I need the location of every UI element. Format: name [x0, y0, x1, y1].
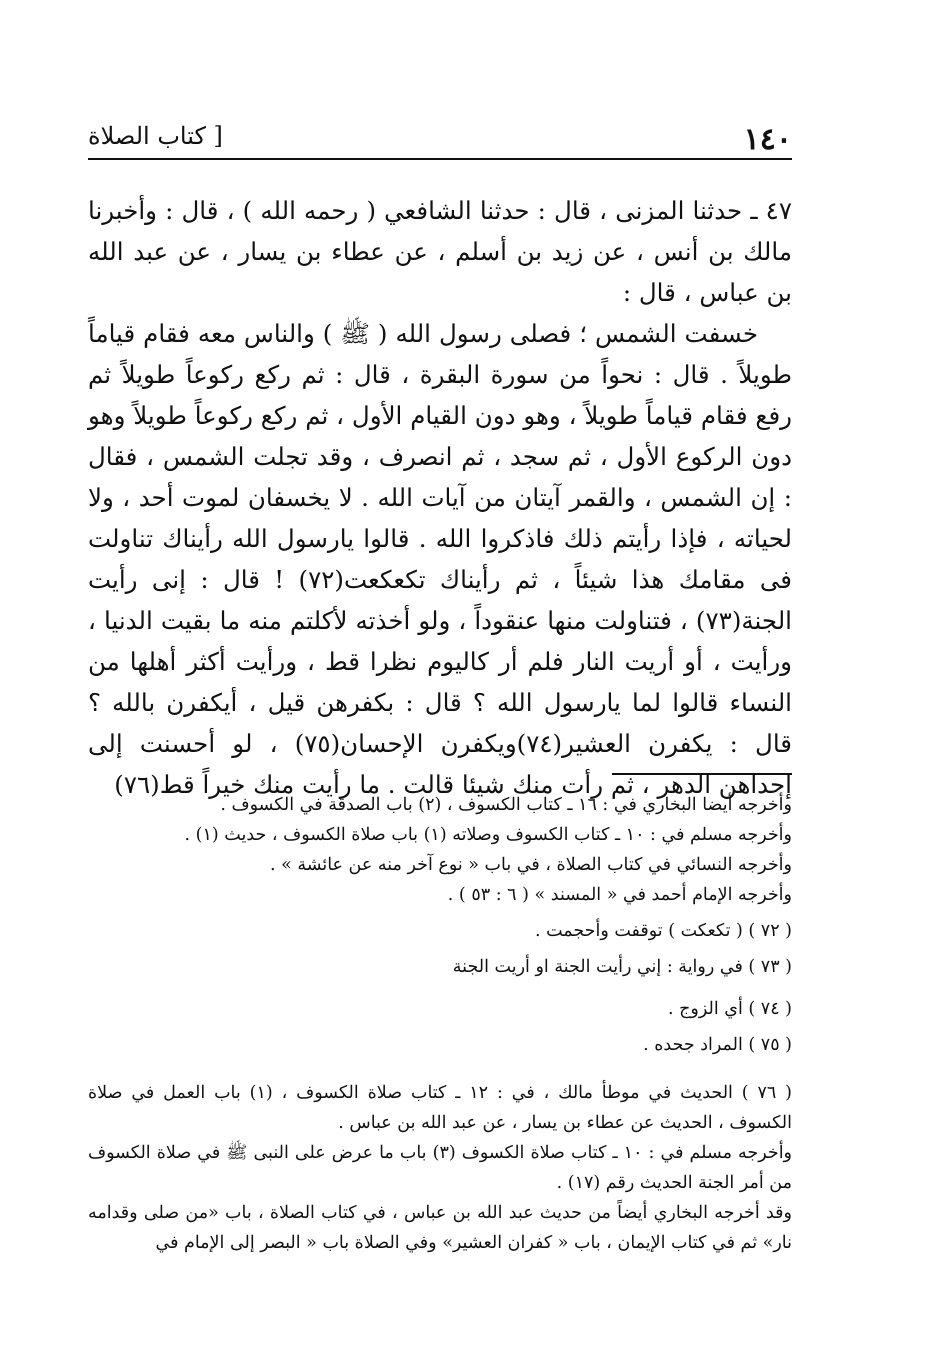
footnote-line: وأخرجه مسلم في : ١٠ ـ كتاب صلاة الكسوف (٣) باب ما عرض على النبى ﷺ في صلاة الكسوف من أمر الجنة الحديث رقم (١٧) .: [88, 1143, 793, 1193]
hadith-chain-paragraph: ٤٧ ـ حدثنا المزنى ، قال : حدثنا الشافعي ( رحمه الله ) ، قال : وأخبرنا مالك بن أنس ، عن زيد بن أسلم ، عن عطاء بن يسار ، عن عبد الله بن عباس ، قال :: [88, 196, 792, 307]
footnote-separator: [612, 773, 792, 775]
footnote-line: وأخرجه الإمام أحمد في « المسند » ( ٦ : ٥٣ ) .: [447, 885, 792, 905]
footnote-line: وأخرجه أيضا البخاري في : ١٦ ـ كتاب الكسوف ، (٢) باب الصدقة في الكسوف .: [220, 795, 792, 815]
page-header: [88, 118, 792, 160]
footnote-line: وأخرجه مسلم في : ١٠ ـ كتاب الكسوف وصلاته (١) باب صلاة الكسوف ، حديث (١) .: [184, 825, 792, 845]
footnotes: [88, 790, 792, 1258]
page-number: ١٤٠: [743, 122, 792, 157]
footnote-line: وأخرجه النسائي في كتاب الصلاة ، في باب « نوع آخر منه عن عائشة » .: [269, 855, 792, 875]
running-head: [ كتاب الصلاة: [88, 122, 223, 150]
footnote-75: ( ٧٥ ) المراد جحده .: [643, 1035, 792, 1055]
footnote-72: ( ٧٢ ) ( تكعكت ) توقفت وأحجمت .: [534, 921, 792, 941]
footnote-74: ( ٧٤ ) أي الزوج .: [667, 999, 792, 1019]
hadith-body-paragraph: خسفت الشمس ؛ فصلى رسول الله ( ﷺ ) والناس معه فقام قياماً طويلاً . قال : نحواً من سورة البقرة ، قال : ثم ركع ركوعاً طويلاً ثم رفع فقام قياماً طويلاً ، وهو دون القيام الأول ، ثم ركع ركوعاً طويلاً وهو دون الركوع الأول ، ثم سجد ، ثم انصرف ، وقد تجلت الشمس ، فقال : إن الشمس ، والقمر آيتان من آيات الله . لا يخسفان لموت أحد ، ولا لحياته ، فإذا رأيتم ذلك فاذكروا الله . قالوا يارسول الله رأيناك تناولت فى مقامك هذا شيئاً ، ثم رأيناك تكعكعت(٧٢) ! قال : إنى رأيت الجنة(٧٣) ، فتناولت منها عنقوداً ، ولو أخذته لأكلتم منه ما بقيت الدنيا ، ورأيت ، أو أريت النار فلم أر كاليوم نظرا قط ، ورأيت أكثر أهلها من النساء قالوا لما يارسول الله ؟ قال : بكفرهن قيل ، أيكفرن بالله ؟ قال : يكفرن العشير(٧٤)ويكفرن الإحسان(٧٥) ، لو أحسنت إلى إحداهن الدهر ، ثم رأت منك شيئا قالت . ما رأيت منك خيراً قط(٧٦): [88, 319, 792, 799]
footnote-76: ( ٧٦ ) الحديث في موطأ مالك ، في : ١٢ ـ كتاب صلاة الكسوف ، (١) باب العمل في صلاة الكسوف ، الحديث عن عطاء بن يسار ، عن عبد الله بن عباس .: [88, 1083, 793, 1133]
footnote-line: وقد أخرجه البخاري أيضاً من حديث عبد الله بن عباس ، في كتاب الصلاة ، باب «من صلى وقدامه نار» ثم في كتاب الإيمان ، باب « كفران العشير» وفي الصلاة باب « البصر إلى الإمام في: [88, 1203, 792, 1253]
main-text: [88, 190, 792, 805]
footnote-73: ( ٧٣ ) في رواية : إني رأيت الجنة او أريت الجنة: [452, 957, 792, 977]
